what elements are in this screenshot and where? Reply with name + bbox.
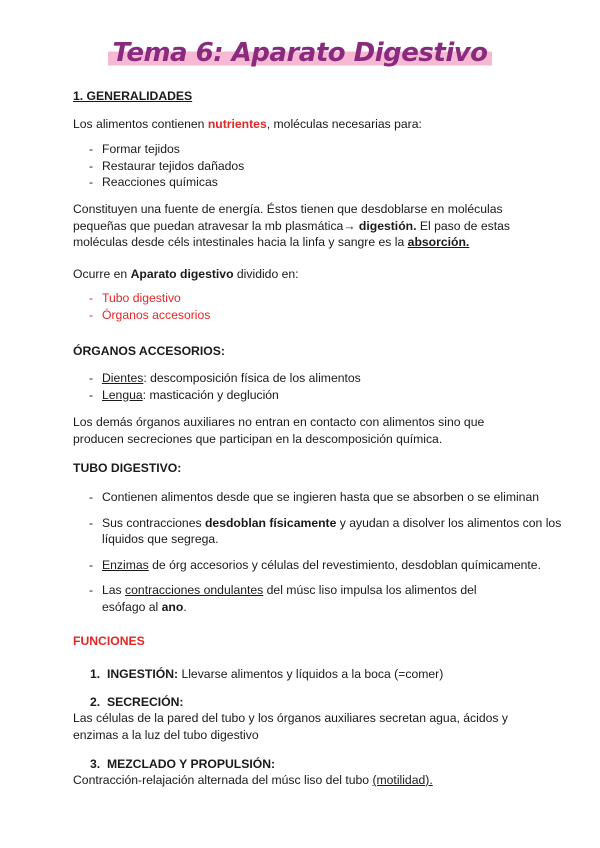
list-item: - Lengua: masticación y deglución bbox=[73, 387, 560, 404]
list-item: - Contienen alimentos desde que se ingieren hasta que se absorben o se eliminan bbox=[73, 489, 570, 506]
absorcion-term: absorción. bbox=[407, 235, 470, 249]
generalidades-paragraph-energia: Constituyen una fuente de energía. Éstos tienen que desdoblarse en moléculas pequeñas que puedan atravesar la mb plasmática→ digestión. El paso de estas moléculas desde céls intestinales hacia la linfa y sangre es la absorción. bbox=[73, 202, 510, 249]
page-title bbox=[0, 38, 600, 68]
generalidades-list bbox=[73, 141, 560, 191]
list-item: - Órganos accesorios bbox=[73, 307, 560, 324]
nutrientes-term: nutrientes bbox=[207, 117, 267, 131]
list-item: - Dientes: descomposición física de los alimentos bbox=[73, 370, 560, 387]
arrow-icon: → bbox=[343, 218, 359, 233]
funcion-ingestion: 1. INGESTIÓN: Llevarse alimentos y líquidos a la boca (=comer) bbox=[90, 667, 444, 681]
list-item: - Enzimas de órg accesorios y células del revestimiento, desdoblan químicamente. bbox=[73, 557, 570, 574]
list-item: - Restaurar tejidos dañados bbox=[73, 158, 560, 175]
generalidades-intro: Los alimentos contienen nutrientes, moléculas necesarias para: bbox=[73, 117, 422, 131]
organos-paragraph: Los demás órganos auxiliares no entran en contacto con alimentos sino que producen secreciones que participan en la descomposición química. bbox=[73, 415, 485, 446]
section-heading-organos: ÓRGANOS ACCESORIOS: bbox=[73, 344, 225, 358]
section-heading-funciones: FUNCIONES bbox=[73, 634, 145, 648]
tubo-list bbox=[73, 489, 570, 615]
funcion-mezclado-title: 3. MEZCLADO Y PROPULSIÓN: bbox=[90, 757, 276, 771]
section-heading-generalidades: 1. GENERALIDADES bbox=[73, 89, 193, 103]
organos-list bbox=[73, 370, 560, 403]
generalidades-paragraph-ocurre: Ocurre en Aparato digestivo dividido en: bbox=[73, 267, 299, 281]
list-item: - Reacciones químicas bbox=[73, 174, 560, 191]
list-item: - Formar tejidos bbox=[73, 141, 560, 158]
funcion-secrecion-title: 2. SECRECIÓN: bbox=[90, 695, 184, 709]
digestion-term: digestión. bbox=[358, 218, 417, 233]
funcion-secrecion-text: Las células de la pared del tubo y los órganos auxiliares secretan agua, ácidos y enzimas a la luz del tubo digestivo bbox=[73, 711, 508, 742]
section-heading-tubo: TUBO DIGESTIVO: bbox=[73, 461, 182, 475]
digestive-parts-list bbox=[73, 290, 560, 323]
list-item: - Tubo digestivo bbox=[73, 290, 560, 307]
funcion-mezclado-text: Contracción-relajación alternada del músc liso del tubo (motilidad). bbox=[73, 773, 433, 787]
list-item: - Las contracciones ondulantes del músc liso impulsa los alimentos del esófago al ano. bbox=[73, 582, 570, 615]
title-highlight: Tema 6: Aparato Digestivo bbox=[108, 38, 491, 68]
list-item: - Sus contracciones desdoblan físicamente y ayudan a disolver los alimentos con los líquidos que segrega. bbox=[73, 515, 570, 548]
